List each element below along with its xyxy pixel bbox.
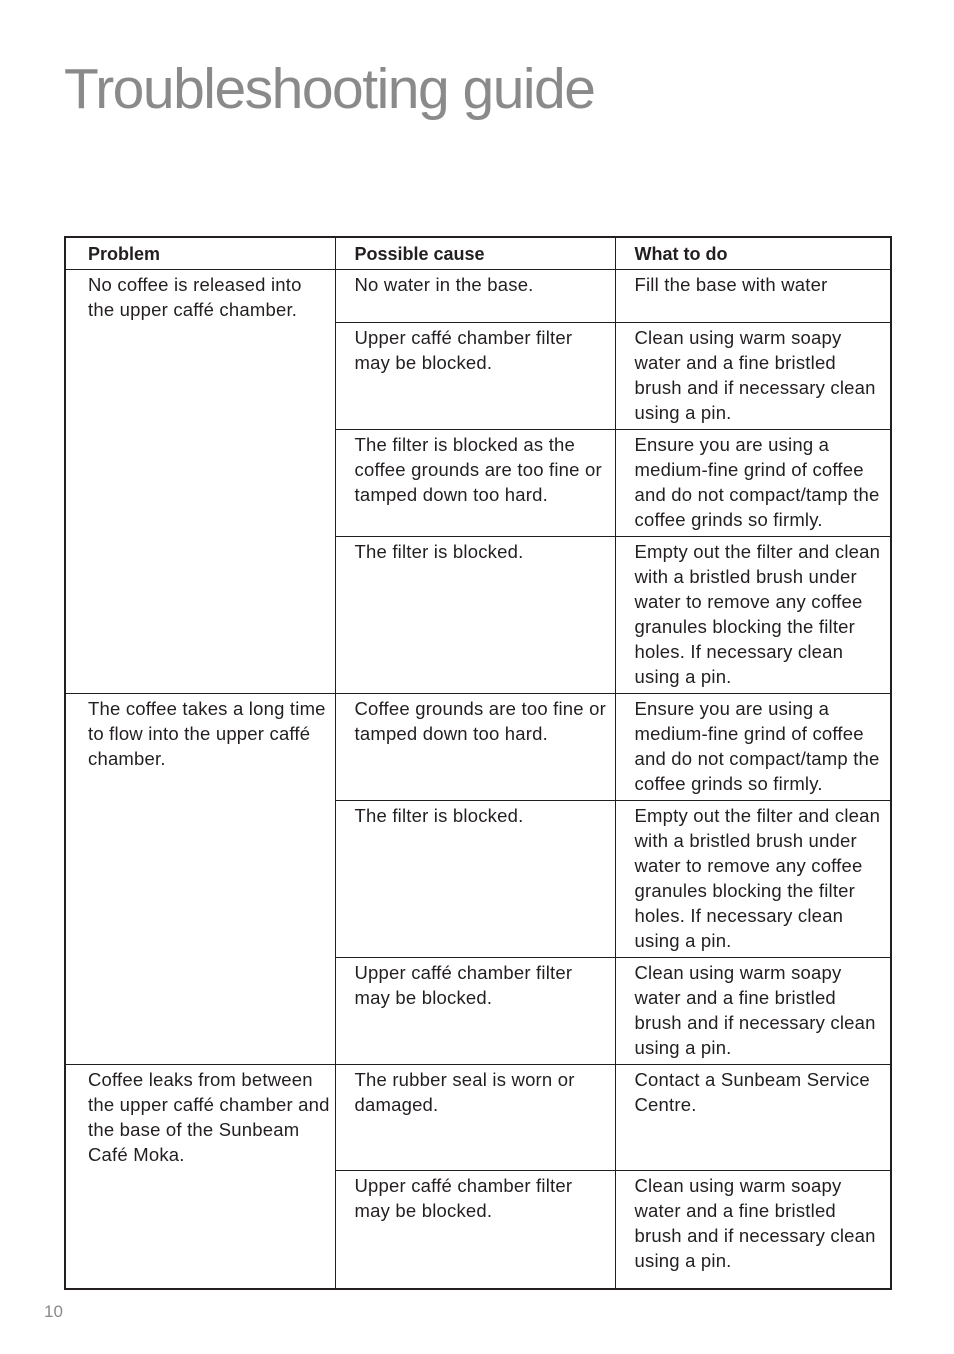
action-cell: Contact a Sunbeam Service Centre. <box>615 1064 891 1170</box>
cause-cell: Upper caffé chamber filter may be blocked. <box>335 322 615 429</box>
action-cell: Ensure you are using a medium-fine grind of coffee and do not compact/tamp the coffee grinds so firmly. <box>615 429 891 536</box>
action-cell: Clean using warm soapy water and a fine bristled brush and if necessary clean using a pin. <box>615 1170 891 1289</box>
column-header-problem: Problem <box>65 237 335 269</box>
page-number: 10 <box>44 1302 63 1321</box>
cause-cell: The filter is blocked. <box>335 536 615 693</box>
action-cell: Ensure you are using a medium-fine grind of coffee and do not compact/tamp the coffee grinds so firmly. <box>615 693 891 800</box>
problem-cell: Coffee leaks from between the upper caffé chamber and the base of the Sunbeam Café Moka. <box>65 1064 335 1289</box>
table-row <box>65 269 891 322</box>
action-cell: Fill the base with water <box>615 269 891 322</box>
cause-cell: Upper caffé chamber filter may be blocked. <box>335 1170 615 1289</box>
cause-cell: No water in the base. <box>335 269 615 322</box>
column-header-action: What to do <box>615 237 891 269</box>
cause-cell: The filter is blocked as the coffee grounds are too fine or tamped down too hard. <box>335 429 615 536</box>
troubleshooting-table <box>64 236 892 1290</box>
table-header-row <box>65 237 891 269</box>
cause-cell: Coffee grounds are too fine or tamped down too hard. <box>335 693 615 800</box>
column-header-cause: Possible cause <box>335 237 615 269</box>
cause-cell: Upper caffé chamber filter may be blocked. <box>335 957 615 1064</box>
action-cell: Empty out the filter and clean with a bristled brush under water to remove any coffee granules blocking the filter holes. If necessary clean using a pin. <box>615 536 891 693</box>
cause-cell: The filter is blocked. <box>335 800 615 957</box>
table-row <box>65 1064 891 1170</box>
cause-cell: The rubber seal is worn or damaged. <box>335 1064 615 1170</box>
problem-cell: No coffee is released into the upper caffé chamber. <box>65 269 335 693</box>
action-cell: Empty out the filter and clean with a bristled brush under water to remove any coffee granules blocking the filter holes. If necessary clean using a pin. <box>615 800 891 957</box>
page-title: Troubleshooting guide <box>64 57 595 121</box>
action-cell: Clean using warm soapy water and a fine bristled brush and if necessary clean using a pin. <box>615 322 891 429</box>
action-cell: Clean using warm soapy water and a fine bristled brush and if necessary clean using a pin. <box>615 957 891 1064</box>
table-row <box>65 693 891 800</box>
problem-cell: The coffee takes a long time to flow into the upper caffé chamber. <box>65 693 335 1064</box>
